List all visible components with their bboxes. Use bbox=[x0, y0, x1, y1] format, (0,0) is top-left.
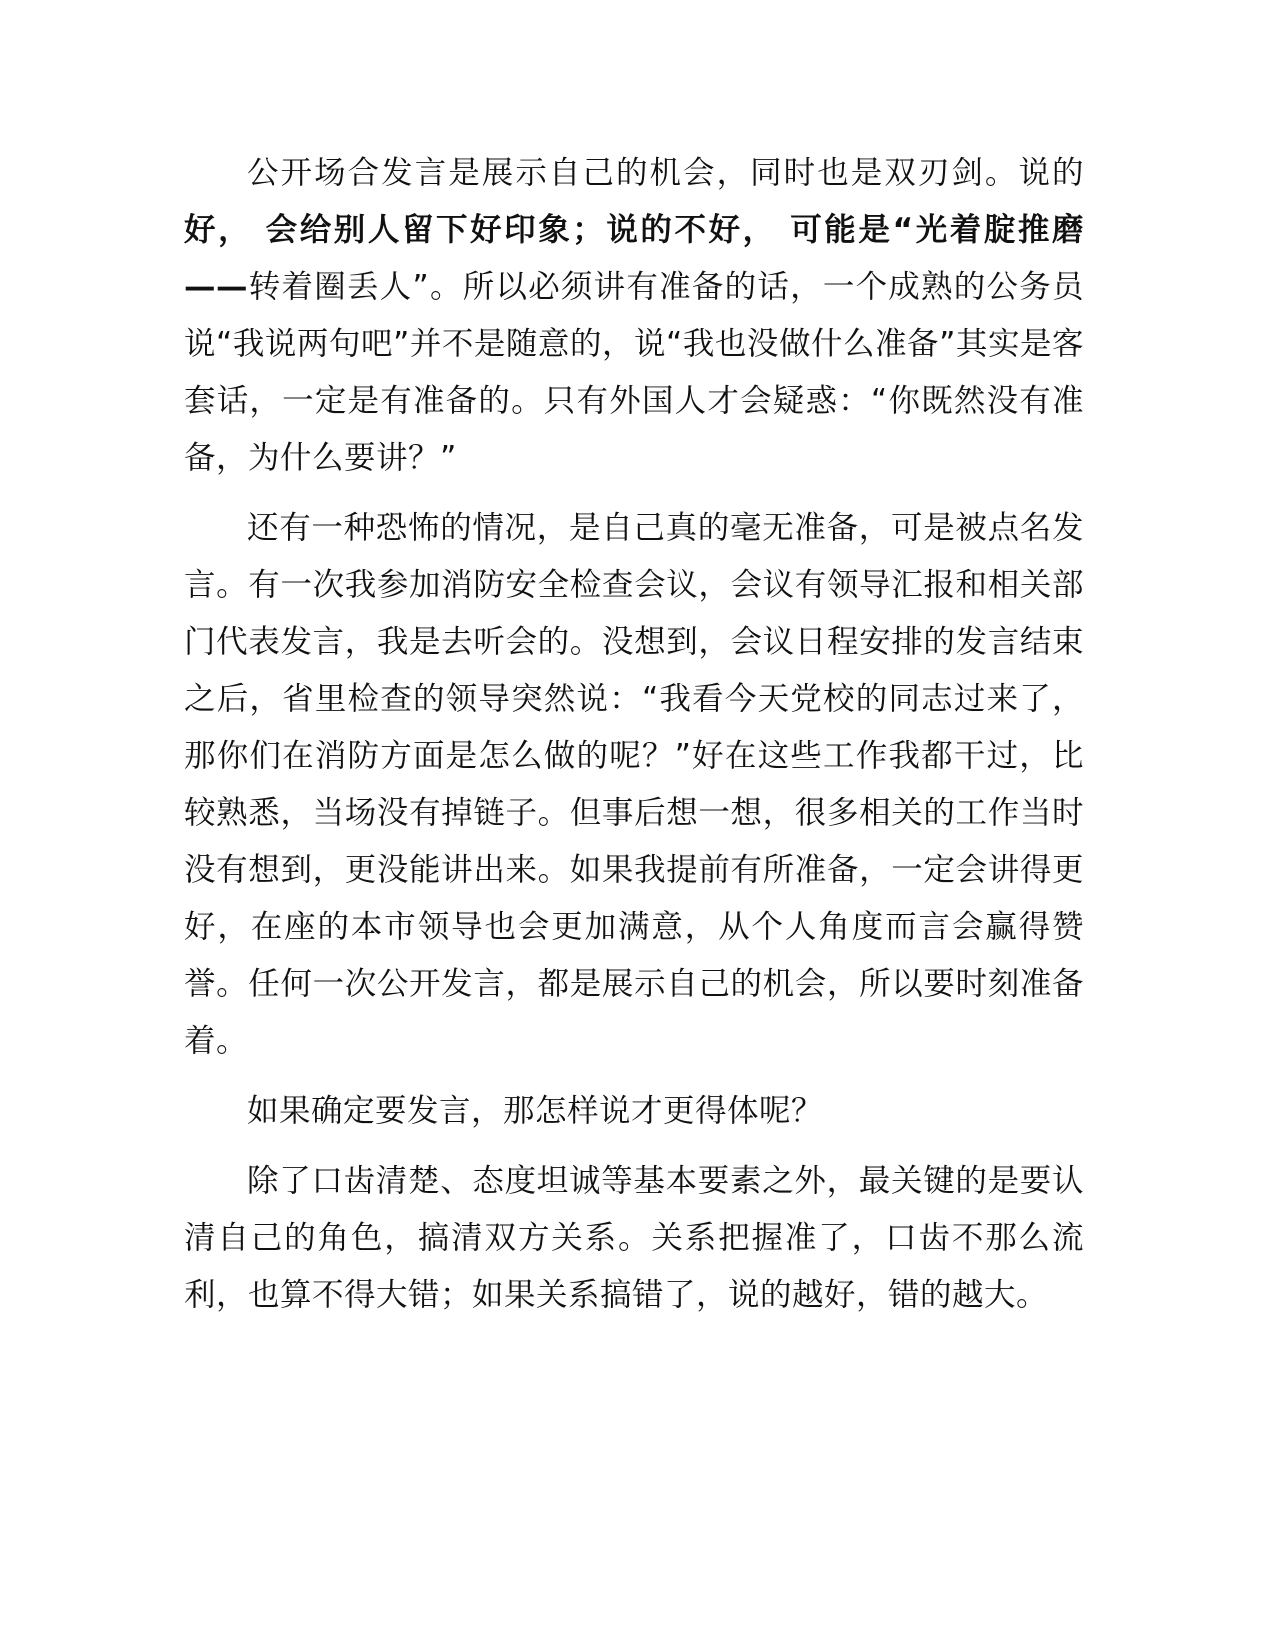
paragraph-1-text-end: 转着圈丢人”。所以必须讲有准备的话，一个成熟的公务员说“我说两句吧”并不是随意的，说“我也没做什么准备”其实是客套话，一定是有准备的。只有外国人才会疑惑：“你既然没有准备，为什么要讲？” bbox=[184, 269, 1084, 476]
paragraph-3: 如果确定要发言，那怎样说才更得体呢？ bbox=[247, 1093, 824, 1129]
paragraph-1-bold-text: 好， 会给别人留下好印象；说的不好， 可能是“光着腚推磨—— bbox=[184, 212, 1084, 305]
document-body bbox=[184, 145, 1084, 1337]
paragraph-1-text-start: 公开场合发言是展示自己的机会，同时也是双刃剑。说的 bbox=[247, 155, 1084, 191]
paragraph-4: 除了口齿清楚、态度坦诚等基本要素之外，最关键的是要认清自己的角色，搞清双方关系。关系把握准了，口齿不那么流利，也算不得大错；如果关系搞错了，说的越好，错的越大。 bbox=[184, 1163, 1084, 1313]
paragraph-1 bbox=[184, 145, 1084, 487]
paragraph-2: 还有一种恐怖的情况，是自己真的毫无准备，可是被点名发言。有一次我参加消防安全检查会议，会议有领导汇报和相关部门代表发言，我是去听会的。没想到，会议日程安排的发言结束之后，省里检查的领导突然说：“我看今天党校的同志过来了，那你们在消防方面是怎么做的呢？”好在这些工作我都干过，比较熟悉，当场没有掉链子。但事后想一想，很多相关的工作当时没有想到，更没能讲出来。如果我提前有所准备，一定会讲得更好，在座的本市领导也会更加满意，从个人角度而言会赢得赞誉。任何一次公开发言，都是展示自己的机会，所以要时刻准备着。 bbox=[184, 510, 1084, 1059]
